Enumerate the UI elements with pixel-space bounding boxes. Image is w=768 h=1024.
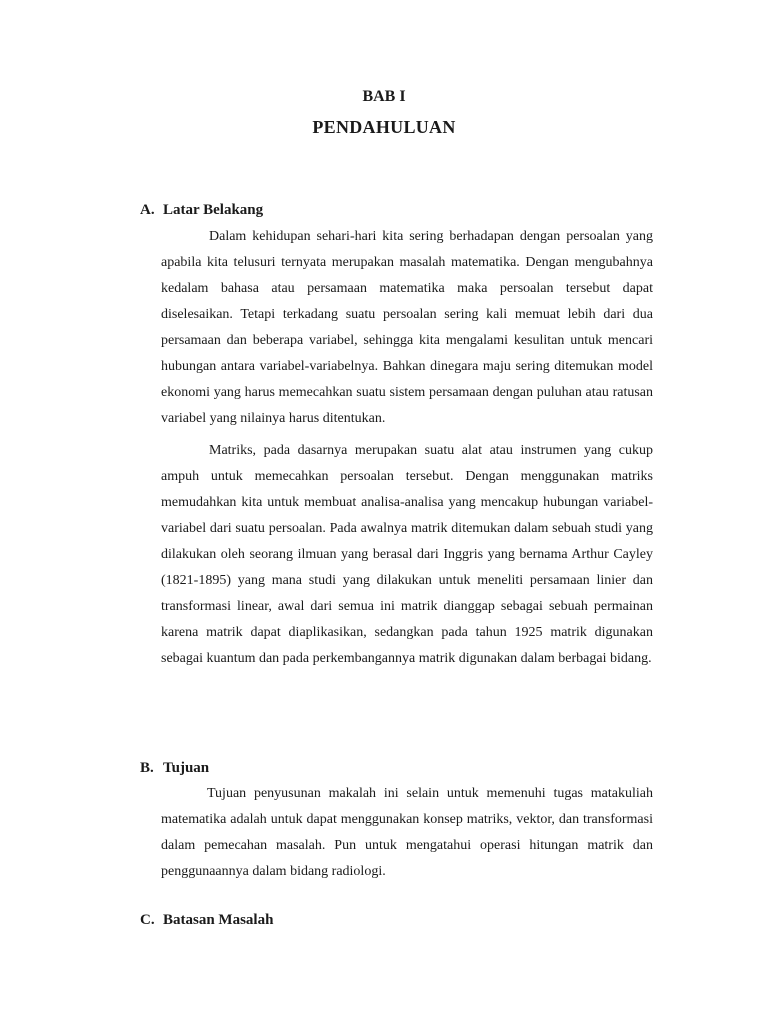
section-batasan-masalah (140, 910, 660, 930)
section-letter: A. (140, 202, 155, 218)
chapter-title: PENDAHULUAN (312, 117, 456, 137)
paragraph: Dalam kehidupan sehari-hari kita sering berhadapan dengan persoalan yang apabila kita telusuri ternyata merupakan masalah matematika. Dengan mengubahnya kedalam bahasa atau persamaan matematika maka persoalan tersebut dapat diselesaikan. Tetapi terkadang suatu persoalan sering kali memuat lebih dari dua persamaan dan beberapa variabel, sehingga kita mengalami kesulitan untuk mencari hubungan antara variabel-variabelnya. Bahkan dinegara maju sering ditemukan model ekonomi yang harus memecahkan suatu sistem persamaan dengan puluhan atau ratusan variabel yang nilainya harus ditentukan. (161, 229, 653, 426)
section-heading (140, 910, 660, 930)
section-heading-text: Tujuan (163, 760, 210, 776)
paragraph: Tujuan penyusunan makalah ini selain untuk memenuhi tugas matakuliah matematika adalah untuk dapat menggunakan konsep matriks, vektor, dan transformasi dalam pemecahan masalah. Pun untuk mengatahui operasi hitungan matrik dan penggunaannya dalam bidang radiologi. (161, 786, 653, 879)
section-tujuan (140, 758, 660, 885)
chapter-number: BAB I (362, 88, 406, 105)
section-latar-belakang (140, 200, 660, 672)
section-heading (140, 200, 660, 220)
section-letter: B. (140, 760, 154, 776)
paragraph: Matriks, pada dasarnya merupakan suatu alat atau instrumen yang cukup ampuh untuk memecahkan persoalan tersebut. Dengan menggunakan matriks memudahkan kita untuk membuat analisa-analisa yang mencakup hubungan variabel-variabel dari suatu persoalan. Pada awalnya matrik ditemukan dalam sebuah studi yang dilakukan oleh seorang ilmuan yang berasal dari Inggris yang bernama Arthur Cayley (1821-1895) yang mana studi yang dilakukan untuk meneliti persamaan linier dan transformasi linear, awal dari semua ini matrik dianggap sebagai sebuah permainan karena matrik dapat diaplikasikan, sedangkan pada tahun 1925 matrik digunakan sebagai kuantum dan pada perkembangannya matrik digunakan dalam berbagai bidang. (161, 443, 653, 666)
section-heading (140, 758, 660, 778)
section-heading-text: Latar Belakang (163, 202, 264, 218)
section-heading-text: Batasan Masalah (163, 912, 274, 928)
section-letter: C. (140, 912, 155, 928)
